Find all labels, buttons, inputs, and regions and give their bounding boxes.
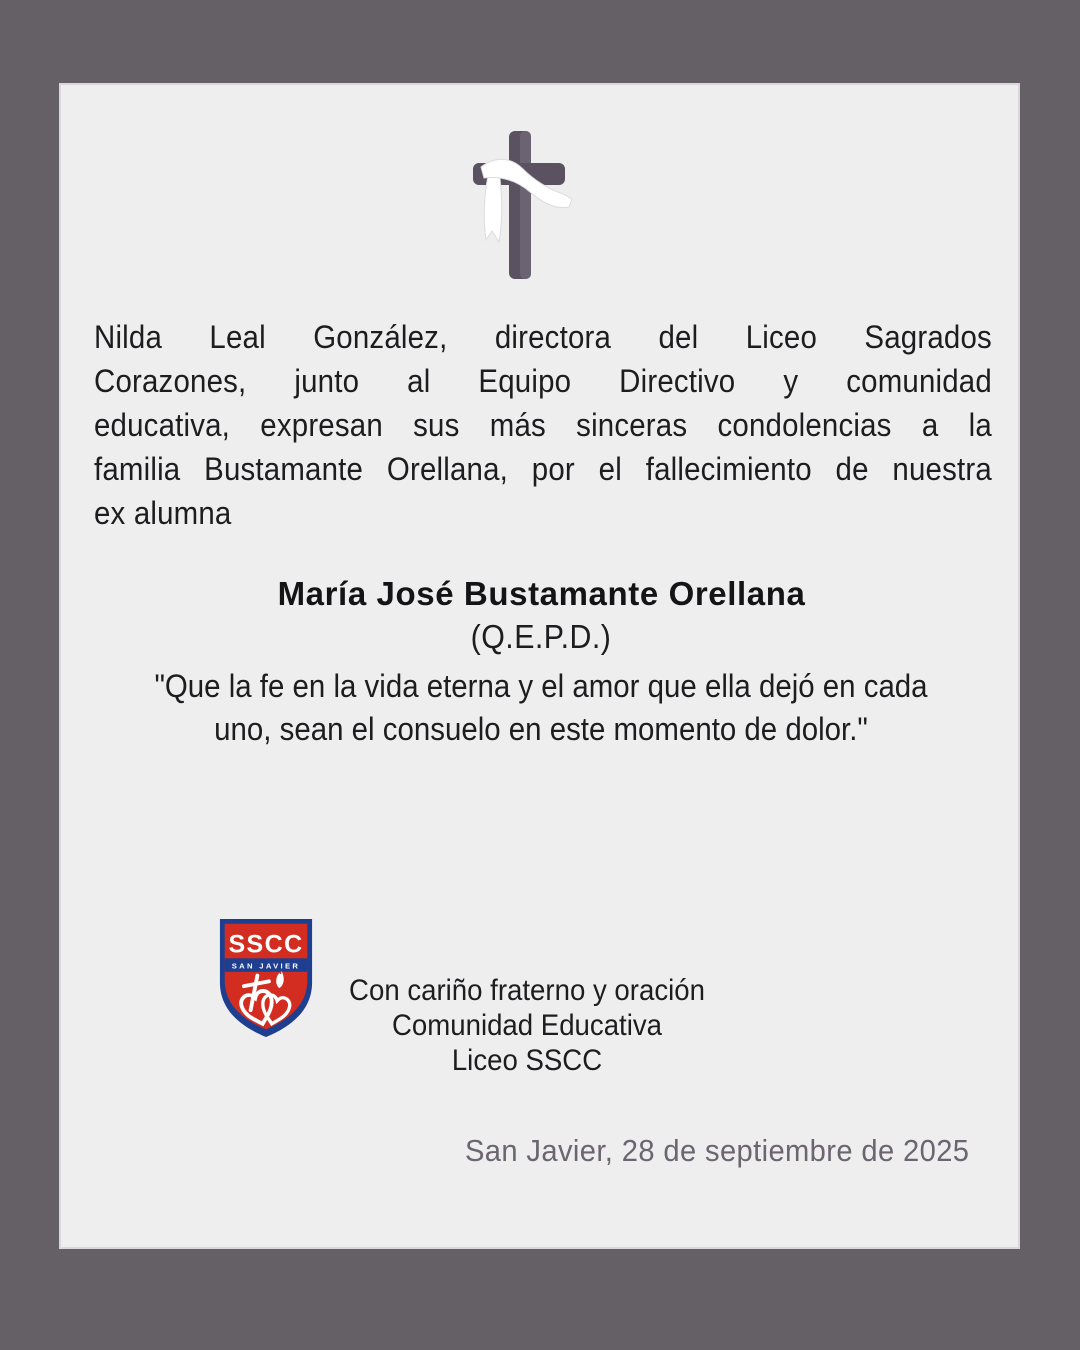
closing-line: Con cariño fraterno y oración (349, 974, 705, 1007)
shield-acronym-text: SSCC (228, 930, 304, 959)
qepd-label: (Q.E.P.D.) (470, 618, 612, 655)
closing-line: Comunidad Educativa (391, 1009, 663, 1042)
closing-line: Liceo SSCC (451, 1044, 603, 1077)
closing-signature (251, 973, 803, 1078)
quote-line: "Que la fe en la vida eterna y el amor que ella dejó en cada (154, 668, 928, 704)
shroud-left-tail (484, 176, 501, 242)
paragraph-line: educativa, expresan sus más sinceras condolencias a la (94, 407, 992, 443)
paragraph-line: Nilda Leal González, directora del Liceo Sagrados (94, 319, 992, 355)
announcement-card (59, 83, 1020, 1249)
paragraph-line: familia Bustamante Orellana, por el fallecimiento de nuestra (94, 451, 992, 487)
quote-line: uno, sean el consuelo en este momento de dolor." (214, 711, 868, 747)
condolence-paragraph (94, 315, 992, 535)
paragraph-line: Corazones, junto al Equipo Directivo y comunidad (94, 363, 992, 399)
place-and-date: San Javier, 28 de septiembre de 2025 (464, 1133, 970, 1168)
paragraph-line: ex alumna (94, 495, 232, 531)
deceased-name: María José Bustamante Orellana (277, 575, 806, 612)
shield-location-text: SAN JAVIER (231, 961, 301, 971)
cross-vertical-highlight (520, 131, 531, 279)
condolence-quote (0, 665, 1080, 751)
memorial-cross-icon (459, 125, 579, 285)
